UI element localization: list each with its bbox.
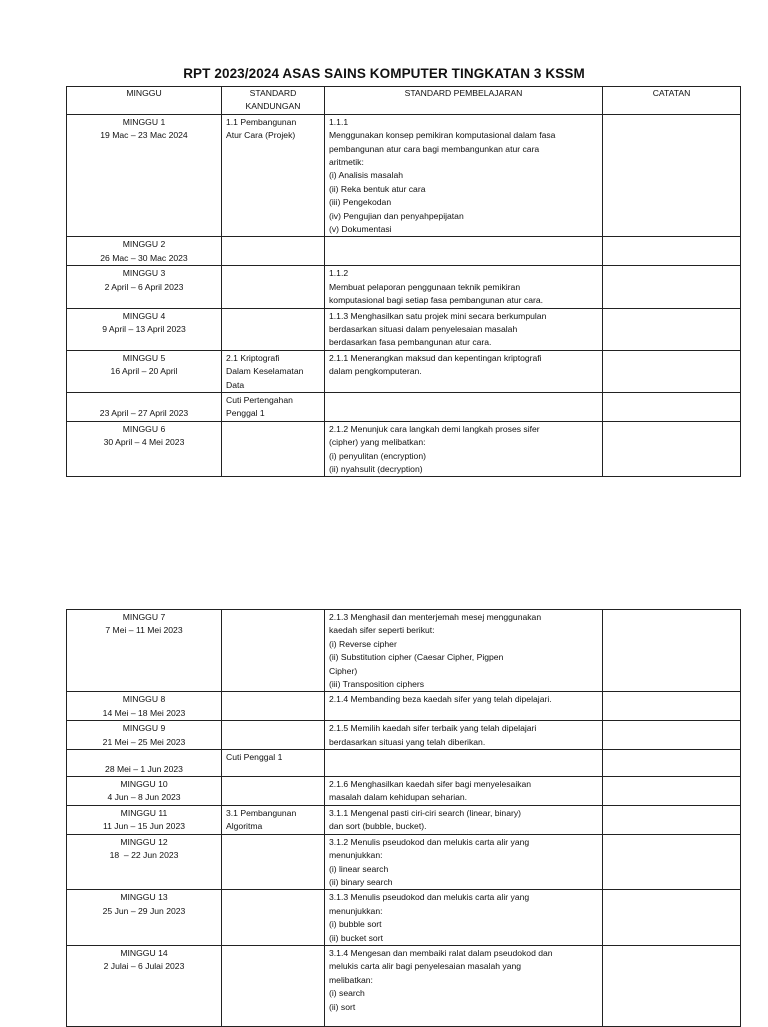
week-cell [67, 610, 222, 692]
table-row [67, 805, 741, 834]
standard-pembelajaran-text: Cipher) [329, 665, 358, 676]
catatan-cell [603, 610, 741, 692]
week-label: MINGGU 10 [120, 779, 168, 790]
week-label: MINGGU 5 [122, 352, 166, 363]
standard-pembelajaran-text: masalah dalam kehidupan seharian. [329, 792, 468, 803]
catatan-cell [603, 421, 741, 477]
standard-kandungan-cell [222, 890, 325, 946]
schedule-table-1 [66, 86, 741, 477]
week-label: MINGGU 7 [122, 612, 166, 622]
standard-kandungan-cell [222, 237, 325, 266]
table-row [67, 721, 741, 750]
standard-pembelajaran-text: (i) search [329, 988, 365, 999]
standard-pembelajaran-text: (i) bubble sort [329, 919, 382, 930]
standard-pembelajaran-cell [325, 421, 603, 477]
week-cell [67, 692, 222, 721]
standard-pembelajaran-text: (ii) bucket sort [329, 932, 383, 943]
standard-pembelajaran-text: dalam pengkomputeran. [329, 366, 422, 377]
week-date: 23 April – 27 April 2023 [99, 408, 189, 419]
standard-pembelajaran-text: 2.1.6 Menghasilkan kaedah sifer bagi menyelesaikan [329, 779, 532, 790]
standard-pembelajaran-cell [325, 945, 603, 1026]
standard-pembelajaran-text: 1.1.2 [329, 268, 349, 279]
standard-pembelajaran-cell [325, 237, 603, 266]
table-row [67, 308, 741, 350]
catatan-cell [603, 692, 741, 721]
standard-pembelajaran-text: (i) linear search [329, 863, 389, 874]
standard-pembelajaran-text: pembangunan atur cara bagi membangunkan atur cara [329, 143, 540, 154]
table-header-row [67, 87, 741, 115]
standard-pembelajaran-text: (ii) Reka bentuk atur cara [329, 183, 426, 194]
week-label: MINGGU 9 [122, 723, 166, 734]
week-cell [67, 350, 222, 392]
standard-kandungan-cell [222, 392, 325, 421]
week-cell [67, 750, 222, 777]
standard-kandungan-cell [222, 308, 325, 350]
week-label: MINGGU 13 [120, 892, 168, 903]
week-date: 2 April – 6 April 2023 [104, 281, 184, 292]
week-label: MINGGU 8 [122, 694, 166, 705]
catatan-cell [603, 750, 741, 777]
header-catatan: CATATAN [603, 87, 741, 115]
standard-pembelajaran-text: berdasarkan fasa pembangunan atur cara. [329, 337, 492, 348]
table-row [67, 421, 741, 477]
standard-kandungan-cell [222, 350, 325, 392]
standard-pembelajaran-cell [325, 834, 603, 890]
standard-kandungan-text: Cuti Pertengahan [226, 394, 293, 405]
week-cell [67, 266, 222, 308]
standard-pembelajaran-cell [325, 308, 603, 350]
standard-kandungan-cell [222, 266, 325, 308]
week-date: 9 April – 13 April 2023 [102, 323, 186, 334]
standard-pembelajaran-cell [325, 392, 603, 421]
week-label: MINGGU 14 [120, 947, 168, 958]
catatan-cell [603, 350, 741, 392]
standard-pembelajaran-text: 3.1.2 Menulis pseudokod dan melukis carta alir yang [329, 836, 530, 847]
standard-pembelajaran-text: 1.1.3 Menghasilkan satu projek mini secara berkumpulan [329, 310, 547, 321]
table-row [67, 692, 741, 721]
standard-pembelajaran-text: (iv) Pengujian dan penyahpepijatan [329, 210, 464, 221]
standard-pembelajaran-text: (ii) binary search [329, 876, 393, 887]
week-label: MINGGU 3 [122, 268, 166, 279]
week-date: 7 Mei – 11 Mei 2023 [105, 625, 183, 636]
standard-kandungan-cell [222, 834, 325, 890]
week-date: 26 Mac – 30 Mac 2023 [100, 252, 188, 263]
table-row [67, 890, 741, 946]
week-date: 11 Jun – 15 Jun 2023 [102, 821, 186, 832]
week-label: MINGGU 4 [122, 310, 166, 321]
week-date: 19 Mac – 23 Mac 2024 [100, 130, 188, 141]
week-label: MINGGU 11 [120, 807, 168, 818]
table-row [67, 610, 741, 692]
standard-pembelajaran-text: (ii) sort [329, 1001, 356, 1012]
standard-pembelajaran-text: aritmetik: [329, 157, 364, 168]
standard-kandungan-cell [222, 114, 325, 237]
standard-pembelajaran-text: berdasarkan situasi yang telah diberikan. [329, 736, 486, 747]
standard-pembelajaran-text: Membuat pelaporan penggunaan teknik pemikiran [329, 281, 521, 292]
week-cell [67, 114, 222, 237]
standard-pembelajaran-text: Menggunakan konsep pemikiran komputasional dalam fasa [329, 130, 556, 141]
standard-pembelajaran-cell [325, 266, 603, 308]
week-label: MINGGU 6 [122, 423, 166, 434]
standard-pembelajaran-text: dan sort (bubble, bucket). [329, 821, 427, 832]
standard-pembelajaran-cell [325, 890, 603, 946]
catatan-cell [603, 308, 741, 350]
table-row [67, 237, 741, 266]
header-standard-pembelajaran: STANDARD PEMBELAJARAN [325, 87, 603, 115]
standard-pembelajaran-text: kaedah sifer seperti berikut: [329, 625, 435, 636]
week-cell [67, 945, 222, 1026]
week-cell [67, 237, 222, 266]
standard-kandungan-text: 3.1 Pembangunan [226, 807, 297, 818]
standard-pembelajaran-text: komputasional bagi setiap fasa pembangunan atur cara. [329, 295, 544, 306]
standard-kandungan-cell [222, 692, 325, 721]
standard-kandungan-cell [222, 610, 325, 692]
standard-kandungan-text: 1.1 Pembangunan [226, 116, 297, 127]
standard-kandungan-text: Dalam Keselamatan [226, 366, 304, 377]
week-cell [67, 721, 222, 750]
header-minggu: MINGGU [67, 87, 222, 115]
standard-pembelajaran-text: 3.1.4 Mengesan dan membaiki ralat dalam pseudokod dan [329, 947, 553, 958]
standard-pembelajaran-text: berdasarkan situasi dalam penyelesaian masalah [329, 323, 518, 334]
week-date: 16 April – 20 April [110, 366, 178, 377]
week-cell [67, 421, 222, 477]
week-date: 18 – 22 Jun 2023 [109, 850, 179, 861]
standard-pembelajaran-text: (i) Reverse cipher [329, 638, 397, 649]
standard-pembelajaran-text: melibatkan: [329, 974, 373, 985]
standard-pembelajaran-cell [325, 721, 603, 750]
schedule-table-2 [66, 609, 741, 1027]
catatan-cell [603, 114, 741, 237]
standard-pembelajaran-cell [325, 610, 603, 692]
standard-kandungan-cell [222, 945, 325, 1026]
standard-pembelajaran-text: 2.1.3 Menghasil dan menterjemah mesej menggunakan [329, 612, 542, 622]
standard-kandungan-text: Cuti Penggal 1 [226, 752, 283, 763]
standard-kandungan-cell [222, 421, 325, 477]
catatan-cell [603, 890, 741, 946]
catatan-cell [603, 721, 741, 750]
standard-pembelajaran-text: (ii) nyahsulit (decryption) [329, 463, 423, 474]
week-label: MINGGU 12 [120, 836, 168, 847]
catatan-cell [603, 805, 741, 834]
standard-kandungan-cell [222, 777, 325, 806]
standard-pembelajaran-cell [325, 692, 603, 721]
week-date: 4 Jun – 8 Jun 2023 [107, 792, 181, 803]
standard-pembelajaran-text: (i) Analisis masalah [329, 170, 404, 181]
standard-pembelajaran-text: (cipher) yang melibatkan: [329, 437, 426, 448]
table-row [67, 392, 741, 421]
catatan-cell [603, 945, 741, 1026]
week-cell [67, 805, 222, 834]
table-row [67, 350, 741, 392]
standard-pembelajaran-text: (ii) Substitution cipher (Caesar Cipher, Pigpen [329, 652, 504, 663]
week-cell [67, 308, 222, 350]
standard-pembelajaran-text: (i) penyulitan (encryption) [329, 450, 426, 461]
table-row [67, 777, 741, 806]
standard-pembelajaran-text: (iii) Transposition ciphers [329, 679, 425, 690]
catatan-cell [603, 237, 741, 266]
week-date: 2 Julai – 6 Julai 2023 [103, 961, 185, 972]
standard-pembelajaran-text: menunjukkan: [329, 850, 383, 861]
catatan-cell [603, 777, 741, 806]
week-label: MINGGU 1 [122, 116, 166, 127]
standard-pembelajaran-text: 2.1.1 Menerangkan maksud dan kepentingan kriptografi [329, 352, 542, 363]
document-title: RPT 2023/2024 ASAS SAINS KOMPUTER TINGKATAN 3 KSSM [183, 66, 585, 81]
week-label: MINGGU 2 [122, 239, 166, 250]
standard-pembelajaran-text: 3.1.3 Menulis pseudokod dan melukis carta alir yang [329, 892, 530, 903]
standard-pembelajaran-text: 2.1.5 Memilih kaedah sifer terbaik yang telah dipelajari [329, 723, 537, 734]
standard-kandungan-text: Penggal 1 [226, 408, 265, 419]
table-row [67, 266, 741, 308]
standard-pembelajaran-cell [325, 350, 603, 392]
header-standard-kandungan: STANDARD KANDUNGAN [222, 87, 325, 115]
standard-pembelajaran-cell [325, 750, 603, 777]
standard-pembelajaran-cell [325, 805, 603, 834]
week-date: 14 Mei – 18 Mei 2023 [102, 707, 186, 718]
standard-pembelajaran-text: (v) Dokumentasi [329, 224, 392, 235]
week-date: 21 Mei – 25 Mei 2023 [102, 736, 186, 747]
catatan-cell [603, 392, 741, 421]
catatan-cell [603, 834, 741, 890]
week-date: 25 Jun – 29 Jun 2023 [102, 905, 186, 916]
standard-kandungan-cell [222, 805, 325, 834]
week-cell [67, 834, 222, 890]
standard-pembelajaran-text: 3.1.1 Mengenal pasti ciri-ciri search (linear, binary) [329, 807, 522, 818]
standard-pembelajaran-text: 1.1.1 [329, 116, 349, 127]
standard-pembelajaran-cell [325, 114, 603, 237]
catatan-cell [603, 266, 741, 308]
standard-pembelajaran-cell [325, 777, 603, 806]
standard-pembelajaran-text: 2.1.2 Menunjuk cara langkah demi langkah proses sifer [329, 423, 540, 434]
week-date: 30 April – 4 Mei 2023 [103, 437, 185, 448]
standard-pembelajaran-text: 2.1.4 Membanding beza kaedah sifer yang telah dipelajari. [329, 694, 552, 705]
week-cell [67, 890, 222, 946]
week-date: 28 Mei – 1 Jun 2023 [105, 763, 183, 774]
standard-pembelajaran-text: melukis carta alir bagi penyelesaian masalah yang [329, 961, 522, 972]
week-cell [67, 777, 222, 806]
table-row [67, 945, 741, 1026]
standard-kandungan-text: Data [226, 379, 245, 390]
standard-kandungan-text: 2.1 Kriptografi [226, 352, 280, 363]
standard-kandungan-cell [222, 750, 325, 777]
table-row [67, 750, 741, 777]
table-row [67, 114, 741, 237]
week-cell [67, 392, 222, 421]
standard-kandungan-text: Atur Cara (Projek) [226, 130, 296, 141]
standard-pembelajaran-text: (iii) Pengekodan [329, 197, 392, 208]
standard-pembelajaran-text: menunjukkan: [329, 905, 383, 916]
standard-kandungan-text: Algoritma [226, 821, 263, 832]
standard-kandungan-cell [222, 721, 325, 750]
table-row [67, 834, 741, 890]
